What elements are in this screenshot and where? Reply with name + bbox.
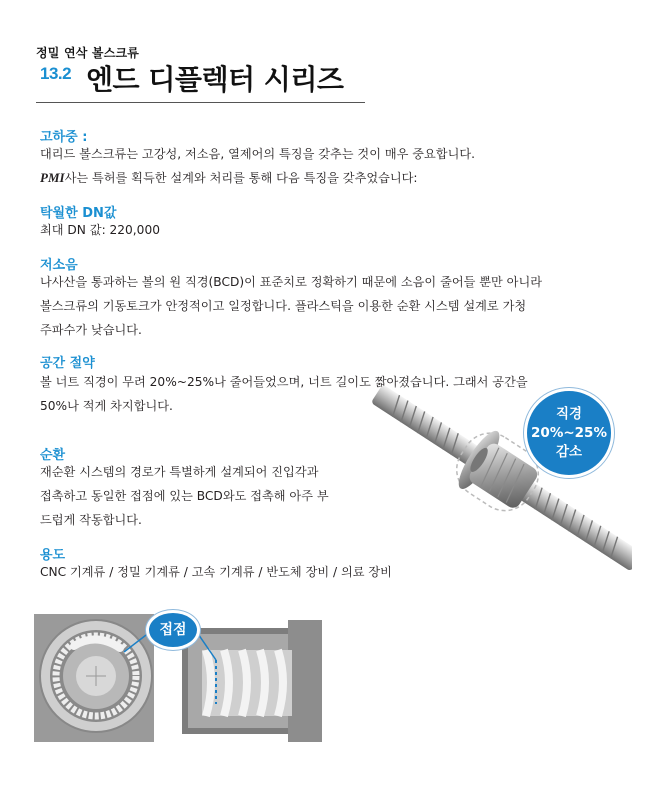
high-load-line-2-text: 사는 특허를 획득한 설계와 처리를 통해 다음 특징을 갖추었습니다: (64, 171, 418, 185)
heading-applications: 용도 (40, 548, 66, 563)
dn-line-1: 최대 DN 값: 220,000 (40, 223, 160, 237)
heading-high-load: 고하중 : (40, 130, 88, 145)
badge-diameter-suffix: 감소 (555, 444, 583, 460)
circulation-line-2: 접촉하고 동일한 접점에 있는 BCD와도 접촉해 아주 부 (40, 489, 329, 503)
title-row (36, 58, 366, 98)
pmi-brand: PMI (40, 170, 65, 185)
badge-diameter-value: 20%~25% (531, 425, 607, 441)
heading-dn-value: 탁월한 DN값 (40, 206, 117, 221)
circulation-line-3: 드럽게 작동합니다. (40, 513, 142, 527)
high-load-line-2 (40, 166, 418, 190)
space-line-2: 50%나 적게 차지합니다. (40, 399, 173, 413)
high-load-line-1: 대리드 볼스크류는 고강성, 저소음, 열제어의 특징을 갖추는 것이 매우 중요합니다. (40, 147, 476, 161)
heading-low-noise: 저소음 (40, 258, 78, 273)
badge-diameter-label: 직경 (555, 406, 583, 422)
applications-line-1: CNC 기계류 / 정밀 기계류 / 고속 기계류 / 반도체 장비 / 의료 장비 (40, 565, 392, 579)
title-underline (36, 102, 365, 103)
diameter-reduction-badge (524, 388, 614, 478)
page-title: 엔드 디플렉터 시리즈 (86, 63, 344, 96)
contact-point-badge: 접점 (146, 610, 200, 650)
heading-space-saving: 공간 절약 (40, 356, 95, 371)
circulation-line-1: 재순환 시스템의 경로가 특별하게 설계되어 진입각과 (40, 465, 319, 479)
nut-cross-section-illustration (34, 614, 154, 742)
section-number: 13.2 (40, 64, 72, 83)
low-noise-line-1: 나사산을 통과하는 볼의 원 직경(BCD)이 표준치로 정확하기 때문에 소음이 줄어들 뿐만 아니라 (40, 275, 542, 289)
space-line-1: 볼 너트 직경이 무려 20%~25%나 줄어들었으며, 너트 길이도 짧아졌습니다. 그래서 공간을 (40, 375, 528, 389)
nut-cutaway-illustration (182, 620, 322, 742)
low-noise-line-3: 주파수가 낮습니다. (40, 323, 142, 337)
category-label: 정밀 연삭 볼스크류 (36, 46, 140, 60)
heading-circulation: 순환 (40, 448, 66, 463)
low-noise-line-2: 볼스크류의 기동토크가 안정적이고 일정합니다. 플라스틱을 이용한 순환 시스템 설계로 가청 (40, 299, 527, 313)
